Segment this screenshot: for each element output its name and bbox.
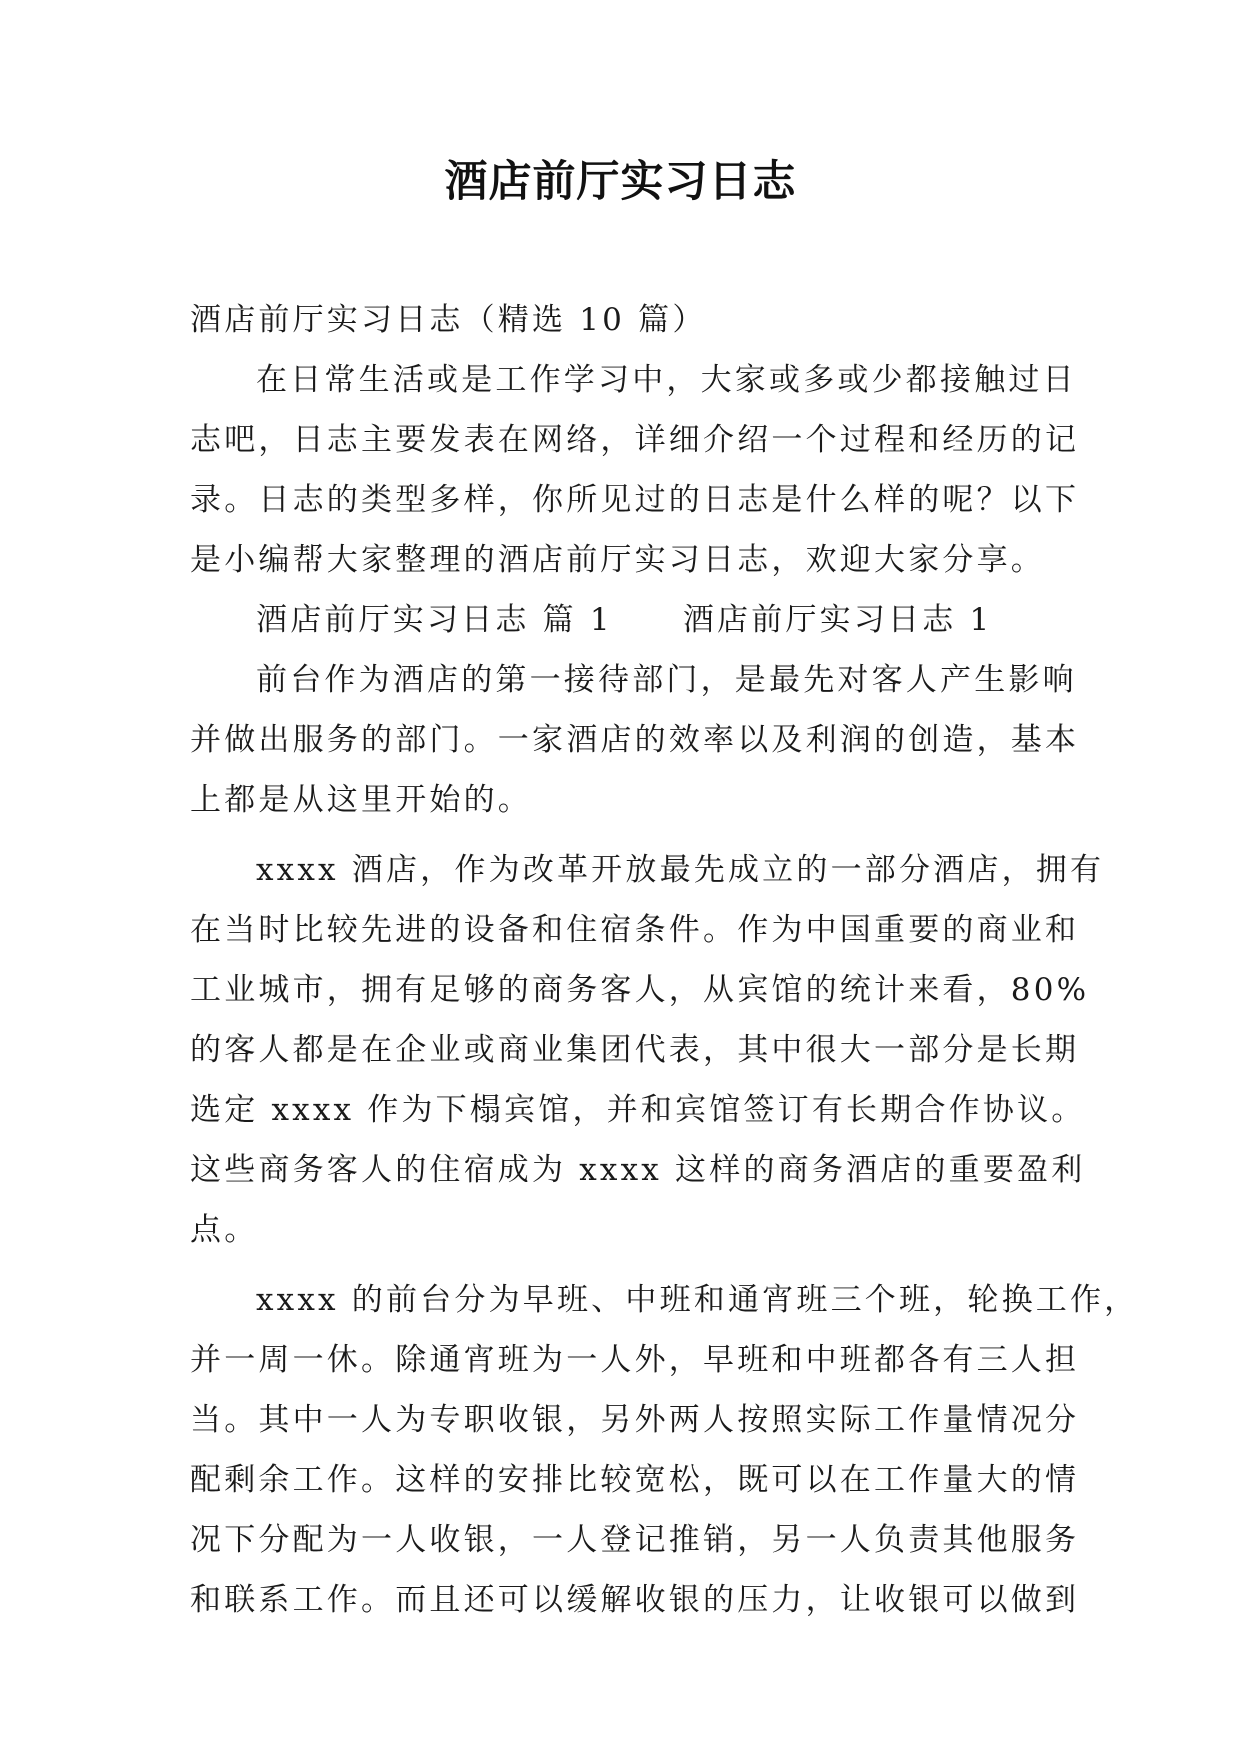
intro-line: 是小编帮大家整理的酒店前厅实习日志，欢迎大家分享。 (190, 542, 1045, 578)
intro-line: 在日常生活或是工作学习中，大家或多或少都接触过日 (256, 362, 1077, 398)
intro-line: 志吧，日志主要发表在网络，详细介绍一个过程和经历的记 (190, 422, 1080, 458)
paragraph-line: xxxx 酒店，作为改革开放最先成立的一部分酒店，拥有 (256, 852, 1105, 888)
section-heading (190, 590, 1050, 650)
paragraph-line: 工业城市，拥有足够的商务客人，从宾馆的统计来看，80% (190, 972, 1090, 1008)
paragraph-line: 和联系工作。而且还可以缓解收银的压力，让收银可以做到 (190, 1582, 1080, 1618)
paragraph-line: 并一周一休。除通宵班为一人外，早班和中班都各有三人担 (190, 1342, 1080, 1378)
intro-line: 录。日志的类型多样，你所见过的日志是什么样的呢？以下 (190, 482, 1080, 518)
document-subtitle: 酒店前厅实习日志（精选 10 篇） (190, 302, 707, 338)
paragraph-line: 配剩余工作。这样的安排比较宽松，既可以在工作量大的情 (190, 1462, 1080, 1498)
paragraph-line: 并做出服务的部门。一家酒店的效率以及利润的创造，基本 (190, 722, 1080, 758)
paragraph-line: 况下分配为一人收银，一人登记推销，另一人负责其他服务 (190, 1522, 1080, 1558)
paragraph-line: 点。 (190, 1212, 259, 1248)
paragraph-line: xxxx 的前台分为早班、中班和通宵班三个班，轮换工作， (256, 1282, 1139, 1318)
section-heading-left: 酒店前厅实习日志 篇 1 (256, 602, 613, 638)
paragraph-line: 这些商务客人的住宿成为 xxxx 这样的商务酒店的重要盈利 (190, 1152, 1086, 1188)
paragraph-line: 在当时比较先进的设备和住宿条件。作为中国重要的商业和 (190, 912, 1080, 948)
paragraph-line: 的客人都是在企业或商业集团代表，其中很大一部分是长期 (190, 1032, 1080, 1068)
paragraph-line: 选定 xxxx 作为下榻宾馆，并和宾馆签订有长期合作协议。 (190, 1092, 1086, 1128)
paragraph-line: 前台作为酒店的第一接待部门，是最先对客人产生影响 (256, 662, 1077, 698)
paragraph-line: 上都是从这里开始的。 (190, 782, 532, 818)
document-title: 酒店前厅实习日志 (444, 157, 797, 207)
document-body (190, 290, 1139, 1630)
paragraph-line: 当。其中一人为专职收银，另外两人按照实际工作量情况分 (190, 1402, 1080, 1438)
section-heading-right: 酒店前厅实习日志 1 (682, 602, 993, 638)
